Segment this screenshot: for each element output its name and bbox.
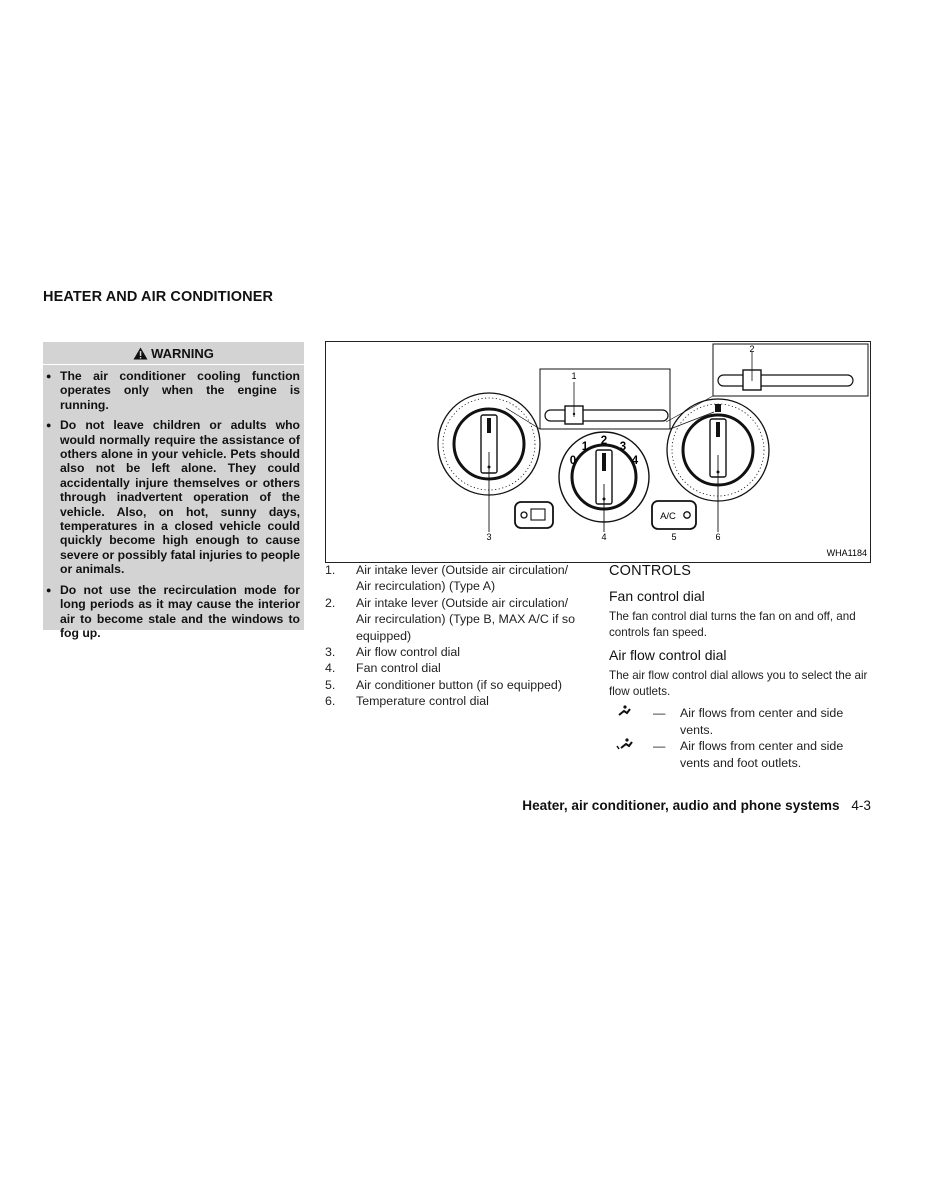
fan-scale-label: 4 bbox=[631, 455, 639, 467]
figure-code: WHA1184 bbox=[826, 548, 867, 558]
warning-header bbox=[43, 342, 304, 365]
vent-face-icon bbox=[616, 704, 632, 724]
flow-mode-text: Air flows from center and side vents and foot outlets. bbox=[680, 739, 844, 770]
footer-title: Heater, air conditioner, audio and phone systems bbox=[522, 798, 840, 813]
fan-dial-heading: Fan control dial bbox=[609, 588, 705, 604]
controls-section bbox=[609, 561, 874, 771]
ac-button-label: A/C bbox=[660, 511, 676, 522]
callout-item: 4. Fan control dial bbox=[325, 661, 441, 676]
vent-face-foot-icon bbox=[616, 737, 634, 757]
warning-triangle-icon bbox=[133, 347, 148, 360]
fan-scale-label: 1 bbox=[581, 441, 589, 453]
flow-mode-row: — Air flows from center and side vents. bbox=[609, 705, 874, 738]
callout-number: 3 bbox=[486, 532, 492, 542]
fan-control-dial bbox=[559, 432, 649, 532]
callout-number: 4 bbox=[601, 532, 607, 542]
section-title: HEATER AND AIR CONDITIONER bbox=[43, 289, 274, 305]
fan-scale-label: 3 bbox=[619, 441, 627, 453]
intake-lever-type-b bbox=[666, 344, 868, 422]
warning-item: ● Do not leave children or adults who would normally require the assistance of others alone in your vehicle. Pets should also not be left alone. They could accidentally injure themselves or others through inadvertent operation of the vehicle. Also, on hot, sunny days, temperatures in a closed vehicle could quickly become high enough to cause severe or possibly fatal injuries to people or animals. bbox=[43, 418, 300, 576]
fan-scale-label: 0 bbox=[569, 455, 577, 467]
warning-box bbox=[43, 342, 304, 640]
warning-heading: WARNING bbox=[151, 345, 214, 361]
control-panel-illustration bbox=[326, 342, 872, 564]
page-footer bbox=[522, 798, 871, 813]
callout-list bbox=[325, 562, 583, 710]
callout-item: 2. Air intake lever (Outside air circulation/ Air recirculation) (Type B, MAX A/C if so equipped) bbox=[325, 595, 575, 643]
controls-heading: CONTROLS bbox=[609, 563, 692, 579]
callout-item: 1. Air intake lever (Outside air circulation/ Air recirculation) (Type A) bbox=[325, 563, 569, 594]
ac-button bbox=[652, 501, 696, 529]
flow-mode-text: Air flows from center and side vents. bbox=[680, 706, 844, 737]
page-number: 4-3 bbox=[851, 798, 871, 813]
warning-list bbox=[43, 365, 304, 640]
callout-item: 5. Air conditioner button (if so equipped) bbox=[325, 677, 562, 692]
callout-item: 3. Air flow control dial bbox=[325, 645, 460, 660]
warning-item: ● The air conditioner cooling function operates only when the engine is running. bbox=[43, 369, 300, 412]
flow-mode-row: — Air flows from center and side vents and foot outlets. bbox=[609, 738, 874, 771]
callout-item: 6. Temperature control dial bbox=[325, 694, 489, 709]
callout-number: 1 bbox=[571, 371, 577, 381]
control-panel-figure bbox=[325, 341, 871, 563]
fan-scale-label: 2 bbox=[600, 435, 608, 447]
fan-dial-text: The fan control dial turns the fan on and off, and controls fan speed. bbox=[609, 610, 856, 639]
callout-number: 5 bbox=[671, 532, 677, 542]
airflow-dial-heading: Air flow control dial bbox=[609, 647, 727, 664]
callout-number: 6 bbox=[715, 532, 721, 542]
callout-number: 2 bbox=[749, 344, 755, 354]
airflow-dial-text: The air flow control dial allows you to select the air flow outlets. bbox=[609, 669, 868, 698]
warning-item: ● Do not use the recirculation mode for long periods as it may cause the interior air to become stale and the windows to fog up. bbox=[43, 583, 300, 641]
rear-defroster-button bbox=[515, 502, 553, 528]
